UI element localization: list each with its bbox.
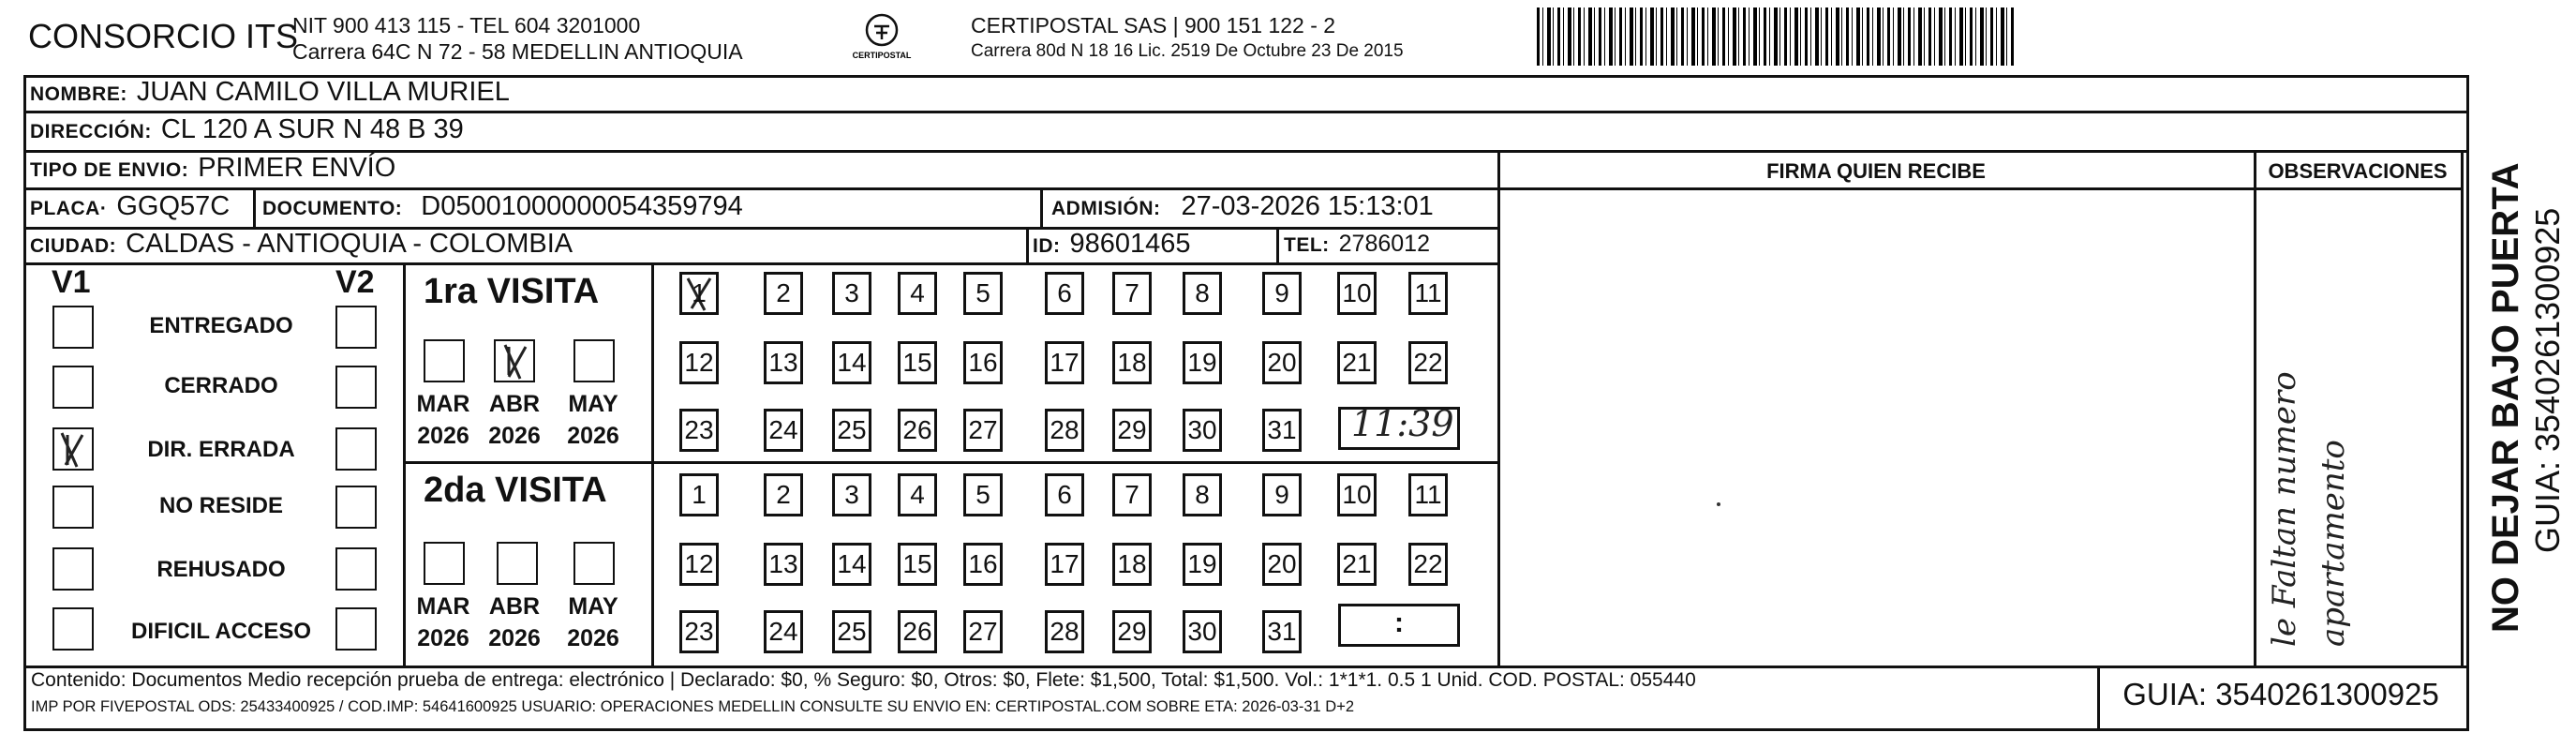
status-label-entregado: ENTREGADO [149, 313, 293, 338]
visit1-month-abr-checkbox[interactable] [494, 339, 535, 382]
visit2-day-4[interactable]: 4 [898, 473, 937, 516]
id-row [1033, 229, 1191, 260]
v1-checkbox-no-reside[interactable] [52, 486, 94, 529]
visit1-day-3[interactable]: 3 [832, 272, 871, 315]
visit1-day-14[interactable]: 14 [832, 341, 871, 384]
footer-imp: IMP POR FIVEPOSTAL ODS: 25433400925 / COD.IMP: 54641600925 USUARIO: OPERACIONES MEDELLIN CONSULTE SU ENVIO EN: CERTIPOSTAL.COM SOBRE ETA: 2026-03-31 D+2 [31, 698, 1355, 715]
visit2-day-21[interactable]: 21 [1337, 543, 1377, 586]
company-address: Carrera 64C N 72 - 58 MEDELLIN ANTIOQUIA [292, 39, 743, 64]
visit1-day-6[interactable]: 6 [1045, 272, 1084, 315]
visit2-day-3[interactable]: 3 [832, 473, 871, 516]
placa-value: GGQ57C [116, 191, 231, 221]
carrier-address: Carrera 80d N 18 16 Lic. 2519 De Octubre 23 De 2015 [971, 41, 1404, 61]
visit2-day-1[interactable]: 1 [679, 473, 719, 516]
visit1-day-24[interactable]: 24 [764, 409, 803, 452]
visit2-day-8[interactable]: 8 [1183, 473, 1222, 516]
v2-checkbox-entregado[interactable] [335, 306, 377, 349]
visit1-day-5[interactable]: 5 [963, 272, 1003, 315]
id-value: 98601465 [1069, 229, 1191, 259]
visit1-day-27[interactable]: 27 [963, 409, 1003, 452]
visit2-day-15[interactable]: 15 [898, 543, 937, 586]
visit1-day-22[interactable]: 22 [1408, 341, 1448, 384]
v2-checkbox-dificil-acceso[interactable] [335, 607, 377, 651]
visit2-day-23[interactable]: 23 [679, 610, 719, 653]
visit1-day-2[interactable]: 2 [764, 272, 803, 315]
status-label-dificil-acceso: DIFICIL ACCESO [130, 619, 311, 644]
visit2-day-31[interactable]: 31 [1262, 610, 1302, 653]
firma-header: FIRMA QUIEN RECIBE [1766, 159, 1986, 183]
visit1-time-handwritten: 11:39 [1351, 403, 1454, 444]
visit1-day-11[interactable]: 11 [1408, 272, 1448, 315]
signature-dot [1717, 502, 1720, 506]
visit2-day-10[interactable]: 10 [1337, 473, 1377, 516]
visit1-day-29[interactable]: 29 [1112, 409, 1152, 452]
ciudad-label: CIUDAD: [30, 235, 117, 257]
admision-value: 27-03-2026 15:13:01 [1181, 191, 1434, 221]
visit2-day-30[interactable]: 30 [1183, 610, 1222, 653]
certipostal-logo [848, 9, 916, 66]
visit1-day-10[interactable]: 10 [1337, 272, 1377, 315]
visit1-day-12[interactable]: 12 [679, 341, 719, 384]
firma-area[interactable] [1501, 191, 2251, 665]
v1-checkbox-rehusado[interactable] [52, 547, 94, 591]
v1-checkbox-entregado[interactable] [52, 306, 94, 349]
side-warning: NO DEJAR BAJO PUERTA [2485, 162, 2526, 633]
visit1-month-may: MAY 2026 [567, 391, 619, 449]
side-guia: GUIA: 3540261300925 [2528, 207, 2567, 553]
tel-value: 2786012 [1338, 231, 1430, 257]
visit1-month-abr: ABR 2026 [488, 391, 541, 449]
placa-label: PLACA· [30, 198, 108, 219]
v2-checkbox-no-reside[interactable] [335, 486, 377, 529]
visit2-day-27[interactable]: 27 [963, 610, 1003, 653]
visit1-day-15[interactable]: 15 [898, 341, 937, 384]
v2-checkbox-dir-errada[interactable] [335, 427, 377, 471]
visit2-day-12[interactable]: 12 [679, 543, 719, 586]
visit1-day-21[interactable]: 21 [1337, 341, 1377, 384]
visit1-title: 1ra VISITA [424, 272, 600, 311]
visit2-month-may: MAY 2026 [567, 593, 619, 651]
visit1-day-18[interactable]: 18 [1112, 341, 1152, 384]
visit1-month-may-checkbox[interactable] [573, 339, 615, 382]
visit1-day-17[interactable]: 17 [1045, 341, 1084, 384]
status-label-no-reside: NO RESIDE [158, 493, 284, 518]
tipo-envio-label: TIPO DE ENVIO: [30, 159, 189, 181]
observaciones-handwritten-line1: le Faltan numero [2266, 371, 2303, 647]
visit2-day-28[interactable]: 28 [1045, 610, 1084, 653]
v1-checkbox-dificil-acceso[interactable] [52, 607, 94, 651]
visit1-day-4[interactable]: 4 [898, 272, 937, 315]
visit1-day-13[interactable]: 13 [764, 341, 803, 384]
visit2-month-mar: MAR 2026 [416, 593, 470, 651]
v2-checkbox-cerrado[interactable] [335, 366, 377, 409]
visit1-day-1[interactable]: 1 [679, 272, 719, 315]
visit1-day-26[interactable]: 26 [898, 409, 937, 452]
visit1-day-9[interactable]: 9 [1262, 272, 1302, 315]
footer-guia: GUIA: 3540261300925 [2122, 677, 2439, 711]
visit1-day-16[interactable]: 16 [963, 341, 1003, 384]
visit2-day-16[interactable]: 16 [963, 543, 1003, 586]
visit2-day-18[interactable]: 18 [1112, 543, 1152, 586]
visit2-day-26[interactable]: 26 [898, 610, 937, 653]
visit2-day-6[interactable]: 6 [1045, 473, 1084, 516]
direccion-value: CL 120 A SUR N 48 B 39 [160, 114, 464, 144]
placa-row [30, 191, 230, 222]
visit2-month-abr-checkbox[interactable] [497, 542, 538, 585]
visit2-day-29[interactable]: 29 [1112, 610, 1152, 653]
ciudad-value: CALDAS - ANTIOQUIA - COLOMBIA [126, 229, 573, 259]
visit1-month-mar: MAR 2026 [416, 391, 470, 449]
direccion-label: DIRECCIÓN: [30, 121, 152, 142]
visit1-day-20[interactable]: 20 [1262, 341, 1302, 384]
visit1-day-30[interactable]: 30 [1183, 409, 1222, 452]
observaciones-header: OBSERVACIONES [2268, 159, 2448, 183]
visit1-day-7[interactable]: 7 [1112, 272, 1152, 315]
visit1-day-23[interactable]: 23 [679, 409, 719, 452]
visit2-month-mar-checkbox[interactable] [424, 542, 465, 585]
v1-checkbox-cerrado[interactable] [52, 366, 94, 409]
tel-row [1284, 231, 1430, 258]
visit1-day-8[interactable]: 8 [1183, 272, 1222, 315]
tipo-envio-value: PRIMER ENVÍO [198, 153, 396, 183]
v1-checkbox-dir-errada[interactable] [52, 427, 94, 471]
nombre-label: NOMBRE: [30, 83, 127, 105]
visit2-day-2[interactable]: 2 [764, 473, 803, 516]
v2-checkbox-rehusado[interactable] [335, 547, 377, 591]
status-label-cerrado: CERRADO [164, 373, 278, 398]
ciudad-row [30, 229, 573, 260]
visit2-day-20[interactable]: 20 [1262, 543, 1302, 586]
documento-row [262, 191, 743, 222]
visit2-day-14[interactable]: 14 [832, 543, 871, 586]
admision-label: ADMISIÓN: [1051, 198, 1161, 219]
visit2-day-24[interactable]: 24 [764, 610, 803, 653]
status-label-dir-errada: DIR. ERRADA [147, 437, 295, 462]
visit2-day-9[interactable]: 9 [1262, 473, 1302, 516]
company-nit: NIT 900 413 115 - TEL 604 3201000 [292, 13, 641, 37]
visit2-day-25[interactable]: 25 [832, 610, 871, 653]
nombre-value: JUAN CAMILO VILLA MURIEL [136, 77, 510, 107]
visit1-day-31[interactable]: 31 [1262, 409, 1302, 452]
visit2-day-11[interactable]: 11 [1408, 473, 1448, 516]
carrier-name: CERTIPOSTAL SAS | 900 151 122 - 2 [971, 13, 1336, 37]
v2-label: V2 [335, 264, 375, 300]
visit1-day-19[interactable]: 19 [1183, 341, 1222, 384]
visit2-day-7[interactable]: 7 [1112, 473, 1152, 516]
visit1-month-mar-checkbox[interactable] [424, 339, 465, 382]
direccion-row [30, 114, 464, 145]
admision-row [1051, 191, 1434, 222]
visit2-day-13[interactable]: 13 [764, 543, 803, 586]
visit2-day-17[interactable]: 17 [1045, 543, 1084, 586]
v1-label: V1 [52, 264, 91, 300]
id-label: ID: [1033, 235, 1061, 257]
visit1-day-28[interactable]: 28 [1045, 409, 1084, 452]
visit2-day-22[interactable]: 22 [1408, 543, 1448, 586]
tel-label: TEL: [1284, 234, 1330, 256]
svg-text:CERTIPOSTAL: CERTIPOSTAL [852, 51, 912, 60]
documento-value: D05001000000054359794 [421, 191, 743, 221]
visit2-title: 2da VISITA [424, 471, 607, 510]
company-name: CONSORCIO ITS [28, 17, 299, 55]
documento-label: DOCUMENTO: [262, 198, 403, 219]
visit2-day-19[interactable]: 19 [1183, 543, 1222, 586]
footer-contenido: Contenido: Documentos Medio recepción prueba de entrega: electrónico | Declarado: $0, % Seguro: $0, Otros: $0, Flete: $1,500, Total: $1,500. Vol.: 1*1*1. 0.5 1 Unid. COD. POSTAL: 055440 [31, 669, 1696, 691]
tipo-envio-row [30, 153, 395, 184]
observaciones-handwritten-line2: apartamento [2315, 440, 2352, 647]
visit2-day-5[interactable]: 5 [963, 473, 1003, 516]
visit2-time-value: : [1394, 607, 1404, 638]
barcode [1537, 7, 2015, 66]
visit2-month-abr: ABR 2026 [488, 593, 541, 651]
visit2-month-may-checkbox[interactable] [573, 542, 615, 585]
status-label-rehusado: REHUSADO [156, 557, 286, 582]
nombre-row [30, 77, 510, 108]
visit1-day-25[interactable]: 25 [832, 409, 871, 452]
